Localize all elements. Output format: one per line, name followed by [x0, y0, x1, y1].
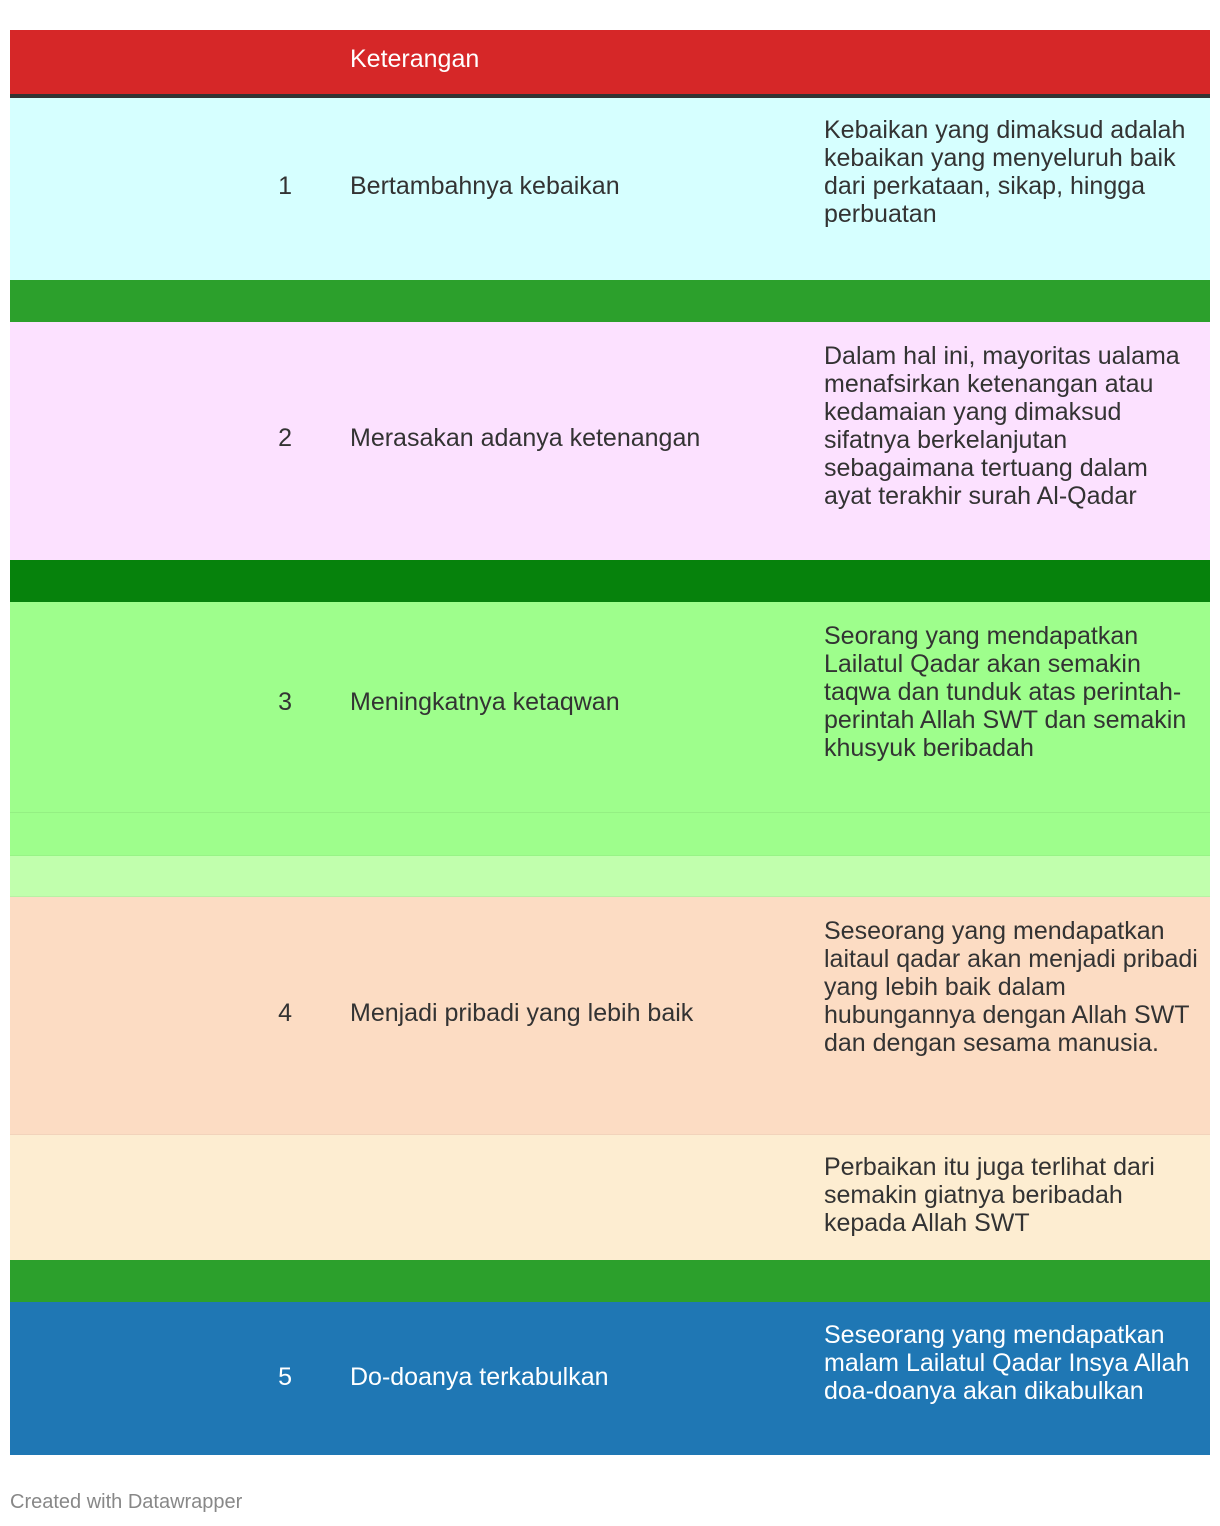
- row-keterangan: Bertambahnya kebaikan: [350, 172, 620, 200]
- table-row: [10, 280, 1210, 322]
- table-row: [10, 98, 1210, 280]
- header-keterangan: Keterangan: [350, 45, 480, 73]
- data-table: [10, 30, 1210, 1455]
- table-row: [10, 1135, 1210, 1260]
- table-row: [10, 602, 1210, 813]
- table-row: [10, 897, 1210, 1135]
- row-keterangan: Do-doanya terkabulkan: [350, 1363, 609, 1391]
- row-description: Seseorang yang mendapatkan laitaul qadar akan menjadi pribadi yang lebih baik dalam hubungannya dengan Allah SWT dan dengan sesama manusia.: [824, 917, 1198, 1057]
- row-number: 2: [278, 424, 292, 452]
- row-number: 5: [278, 1363, 292, 1391]
- row-description: Kebaikan yang dimaksud adalah kebaikan yang menyeluruh baik dari perkataan, sikap, hingga perbuatan: [824, 116, 1186, 228]
- table-row: [10, 813, 1210, 856]
- datawrapper-credit: Created with Datawrapper: [10, 1491, 243, 1513]
- row-keterangan: Menjadi pribadi yang lebih baik: [350, 999, 694, 1027]
- row-number: 1: [278, 172, 292, 200]
- row-keterangan: Merasakan adanya ketenangan: [350, 424, 701, 452]
- row-keterangan: Meningkatnya ketaqwan: [350, 688, 620, 716]
- table-row: [10, 856, 1210, 897]
- row-number: 3: [278, 688, 292, 716]
- table-header: [10, 30, 1210, 98]
- row-description: Perbaikan itu juga terlihat dari semakin giatnya beribadah kepada Allah SWT: [824, 1153, 1155, 1237]
- table-row: [10, 1260, 1210, 1302]
- table-row: [10, 322, 1210, 560]
- row-number: 4: [278, 999, 292, 1027]
- row-description: Seseorang yang mendapatkan malam Lailatul Qadar Insya Allah doa-doanya akan dikabulkan: [824, 1321, 1190, 1405]
- table-row: [10, 560, 1210, 602]
- row-description: Dalam hal ini, mayoritas ualama menafsirkan ketenangan atau kedamaian yang dimaksud sifatnya berkelanjutan sebagaimana tertuang dalam ayat terakhir surah Al-Qadar: [824, 342, 1180, 510]
- table-row: [10, 1302, 1210, 1455]
- row-description: Seorang yang mendapatkan Lailatul Qadar akan semakin taqwa dan tunduk atas perintah-perintah Allah SWT dan semakin khusyuk beribadah: [824, 622, 1187, 762]
